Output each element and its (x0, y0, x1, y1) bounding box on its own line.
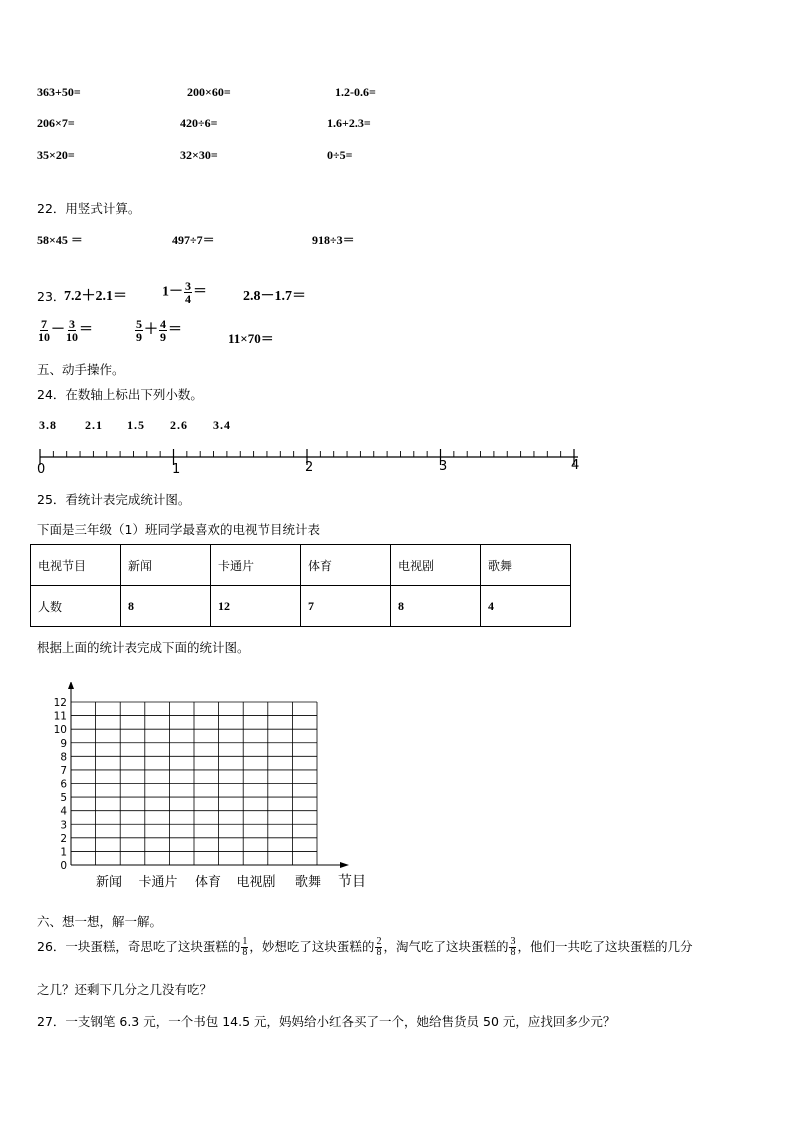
numerator: 3 (510, 936, 516, 947)
x-category-label: 新闻 (95, 875, 123, 890)
calc-item: 206×7= (37, 116, 75, 130)
y-tick-label: 9 (60, 737, 67, 750)
calc-item: 0÷5= (327, 148, 353, 162)
fraction (159, 318, 167, 343)
operator: ＋ (144, 322, 158, 338)
table-header-cell: 新闻 (121, 545, 211, 586)
table-caption: 下面是三年级（1）班同学最喜欢的电视节目统计表 (37, 522, 320, 537)
y-tick-label: 6 (60, 778, 67, 791)
table-header-cell: 歌舞 (481, 545, 571, 586)
decimal-item: 1.5 (127, 418, 145, 432)
fraction (509, 937, 516, 958)
numerator: 1 (242, 936, 248, 947)
denominator: 9 (160, 330, 166, 344)
y-tick-label: 11 (53, 710, 67, 723)
q23-expr-c: 2.8－1.7＝ (243, 289, 306, 304)
chart-grid-lines (71, 702, 317, 865)
equals: ＝ (193, 284, 207, 300)
table-row (31, 545, 571, 586)
calc-item: 35×20= (37, 148, 75, 162)
fraction (375, 937, 382, 958)
numerator: 4 (160, 317, 166, 331)
decimal-item: 3.4 (213, 418, 231, 432)
q25-title: 25．看统计表完成统计图。 (37, 492, 191, 507)
q23-label: 23． (37, 289, 66, 304)
fraction (241, 937, 248, 958)
calc-item: 1.6+2.3= (327, 116, 371, 130)
denominator: 8 (510, 947, 516, 958)
q23-expr-b (162, 280, 207, 305)
numerator: 5 (136, 317, 142, 331)
axis-label: 4 (571, 458, 580, 473)
q26-text: ，他们一共吃了这块蛋糕的几分 (517, 939, 693, 954)
table-header-cell: 体育 (301, 545, 391, 586)
chart-x-categories (96, 874, 321, 890)
table-cell: 12 (211, 586, 301, 627)
y-axis-arrow (68, 682, 74, 689)
calc-item: 200×60= (187, 85, 231, 99)
equals: ＝ (168, 322, 182, 338)
decimal-item: 3.8 (39, 418, 57, 432)
denominator: 9 (136, 330, 142, 344)
q27-text: 27．一支钢笔 6.3 元，一个书包 14.5 元，妈妈给小红各买了一个，她给售货员 50 元，应找回多少元？ (37, 1014, 616, 1029)
y-tick-label: 10 (53, 724, 67, 737)
fraction (66, 318, 78, 343)
q23-expr-a: 7.2＋2.1＝ (64, 289, 127, 304)
y-tick-label: 12 (53, 697, 67, 709)
q23-expr-f: 11×70＝ (228, 331, 274, 346)
y-tick-label: 7 (60, 764, 67, 777)
y-tick-label: 5 (60, 792, 67, 805)
denominator: 8 (376, 947, 382, 958)
denominator: 8 (242, 947, 248, 958)
table-cell: 8 (121, 586, 211, 627)
q22-title: 22．用竖式计算。 (37, 201, 141, 216)
calc-item: 1.2-0.6= (335, 85, 376, 99)
x-category-label: 卡通片 (138, 875, 178, 890)
equals: ＝ (79, 322, 93, 338)
x-category-label: 电视剧 (236, 875, 276, 890)
table-header-cell: 电视剧 (391, 545, 481, 586)
bar-chart-grid (40, 682, 380, 894)
fraction (135, 318, 143, 343)
fraction (38, 318, 50, 343)
decimal-item: 2.1 (85, 418, 103, 432)
chart-x-axis-label: 节目 (338, 874, 366, 890)
q23-expr-d (37, 318, 93, 343)
q22-item: 58×45 ＝ (37, 233, 83, 247)
numerator: 2 (376, 936, 382, 947)
y-tick-label: 4 (60, 805, 67, 818)
table-header-cell: 电视节目 (31, 545, 121, 586)
q24-title: 24．在数轴上标出下列小数。 (37, 387, 203, 402)
q26-text: ，妙想吃了这块蛋糕的 (249, 939, 375, 954)
axis-label: 2 (305, 460, 314, 475)
denominator: 10 (66, 330, 78, 344)
chart-instruction: 根据上面的统计表完成下面的统计图。 (37, 640, 250, 655)
calc-item: 363+50= (37, 85, 81, 99)
section-five-heading: 五、动手操作。 (37, 362, 125, 377)
decimal-item: 2.6 (170, 418, 188, 432)
x-category-label: 歌舞 (294, 875, 322, 890)
q26-line2: 之几？还剩下几分之几没有吃？ (37, 982, 213, 997)
fraction (184, 280, 192, 305)
table-cell: 8 (391, 586, 481, 627)
y-tick-label: 0 (60, 860, 67, 872)
table-cell: 人数 (31, 586, 121, 627)
q26-text: 26．一块蛋糕，奇思吃了这块蛋糕的 (37, 939, 241, 954)
x-category-label: 体育 (194, 875, 222, 890)
numerator: 3 (185, 279, 191, 293)
axis-label: 0 (37, 462, 46, 477)
table-cell: 4 (481, 586, 571, 627)
table-row (31, 586, 571, 627)
denominator: 4 (185, 292, 191, 306)
calc-item: 420÷6= (180, 116, 218, 130)
chart-y-ticks (54, 697, 68, 872)
q26-line1 (37, 937, 692, 958)
q23-expr-e (134, 318, 182, 343)
y-tick-label: 2 (60, 832, 67, 845)
y-tick-label: 1 (60, 846, 67, 859)
numerator: 7 (41, 317, 47, 331)
axis-label: 1 (172, 462, 181, 477)
q22-item: 918÷3＝ (312, 233, 355, 247)
section-six-heading: 六、想一想，解一解。 (37, 914, 163, 929)
denominator: 10 (38, 330, 50, 344)
q22-item: 497÷7＝ (172, 233, 215, 247)
number-line (30, 440, 590, 478)
q23-b-whole: 1－ (162, 284, 183, 300)
table-header-cell: 卡通片 (211, 545, 301, 586)
x-axis-arrow (340, 862, 349, 868)
stat-table (30, 544, 571, 627)
y-tick-label: 3 (60, 819, 67, 832)
y-tick-label: 8 (60, 751, 67, 764)
table-cell: 7 (301, 586, 391, 627)
operator: － (51, 322, 65, 338)
numerator: 3 (69, 317, 75, 331)
axis-label: 3 (439, 459, 448, 474)
calc-item: 32×30= (180, 148, 218, 162)
q26-text: ，淘气吃了这块蛋糕的 (383, 939, 509, 954)
